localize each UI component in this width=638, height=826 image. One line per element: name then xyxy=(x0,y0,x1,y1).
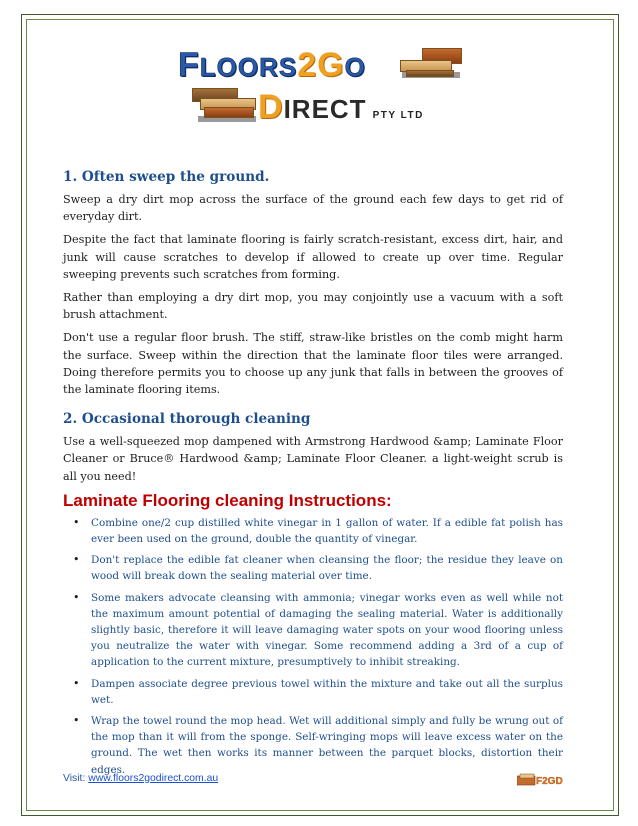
section-1-paragraph: Rather than employing a dry dirt mop, you may conjointly use a vacuum with a soft brush attachment. xyxy=(63,291,563,322)
logo-line-2: DIRECT PTY LTD xyxy=(258,88,424,126)
section-1-paragraph: Don't use a regular floor brush. The stiff, straw-like bristles on the comb might harm the surface. Sweep within the direction that the laminate floor tiles were arranged. Doing therefore permits you to choose up any junk that falls in between the grooves of the laminate flooring items. xyxy=(63,331,563,397)
footer-label: Visit: xyxy=(63,773,89,784)
section-2-heading: 2. Occasional thorough cleaning xyxy=(63,411,311,428)
document-body xyxy=(63,168,563,783)
instruction-item: • Wrap the towel round the mop head. Wet will additional simply and fully be wrung out of the mop than it will from the sponge. Self-wringing mops will leave excess water on the ground. The wet then works its manner between the parquet blocks, distortion their edges. xyxy=(91,713,563,778)
instruction-item: • Combine one/2 cup distilled white vinegar in 1 gallon of water. If a edible fat polish has ever been used on the ground, double the quantity of vinegar. xyxy=(91,515,563,547)
section-1-paragraph: Sweep a dry dirt mop across the surface of the ground each few days to get rid of everyday dirt. xyxy=(63,193,563,224)
section-1-paragraph: Despite the fact that laminate flooring is fairly scratch-resistant, excess dirt, hair, and junk will cause scratches to develop if allowed to create up over time. Regular sweeping prevents such scratches from forming. xyxy=(63,233,563,281)
section-2-paragraph: Use a well-squeezed mop dampened with Armstrong Hardwood &amp; Laminate Floor Cleaner or Bruce® Hardwood &amp; Laminate Floor Cleaner. a light-weight scrub is all you need! xyxy=(63,435,563,483)
wood-plank-icon xyxy=(406,70,454,77)
website-link[interactable]: www.floors2godirect.com.au xyxy=(88,773,219,784)
logo-line-1: FLOORS2GO xyxy=(178,46,366,84)
company-logo xyxy=(170,44,470,132)
instructions-list xyxy=(63,515,563,778)
svg-text:F2GD: F2GD xyxy=(536,776,563,787)
wood-plank-icon xyxy=(204,107,254,118)
f2gd-badge-icon xyxy=(517,773,563,787)
instruction-item: • Don't replace the edible fat cleaner when cleansing the floor; the residue they leave on wood will break down the sealing material over time. xyxy=(91,552,563,584)
f2gd-badge-logo xyxy=(517,772,563,786)
instruction-item: • Dampen associate degree previous towel within the mixture and take out all the surplus wet. xyxy=(91,676,563,708)
section-1-heading: 1. Often sweep the ground. xyxy=(63,169,270,185)
instructions-heading: Laminate Flooring cleaning Instructions: xyxy=(63,490,392,510)
instruction-item: • Some makers advocate cleansing with ammonia; vinegar works even as well while not the maximum amount potential of damaging the sealing material. Water is additionally slightly basic, therefore it will leave damaging water spots on your wood flooring unless you neutralize the water with vinegar. Some recommend adding a 3rd of a cup of application to the current mixture, presumptively to inhibit streaking. xyxy=(91,590,563,671)
footer xyxy=(63,773,218,784)
